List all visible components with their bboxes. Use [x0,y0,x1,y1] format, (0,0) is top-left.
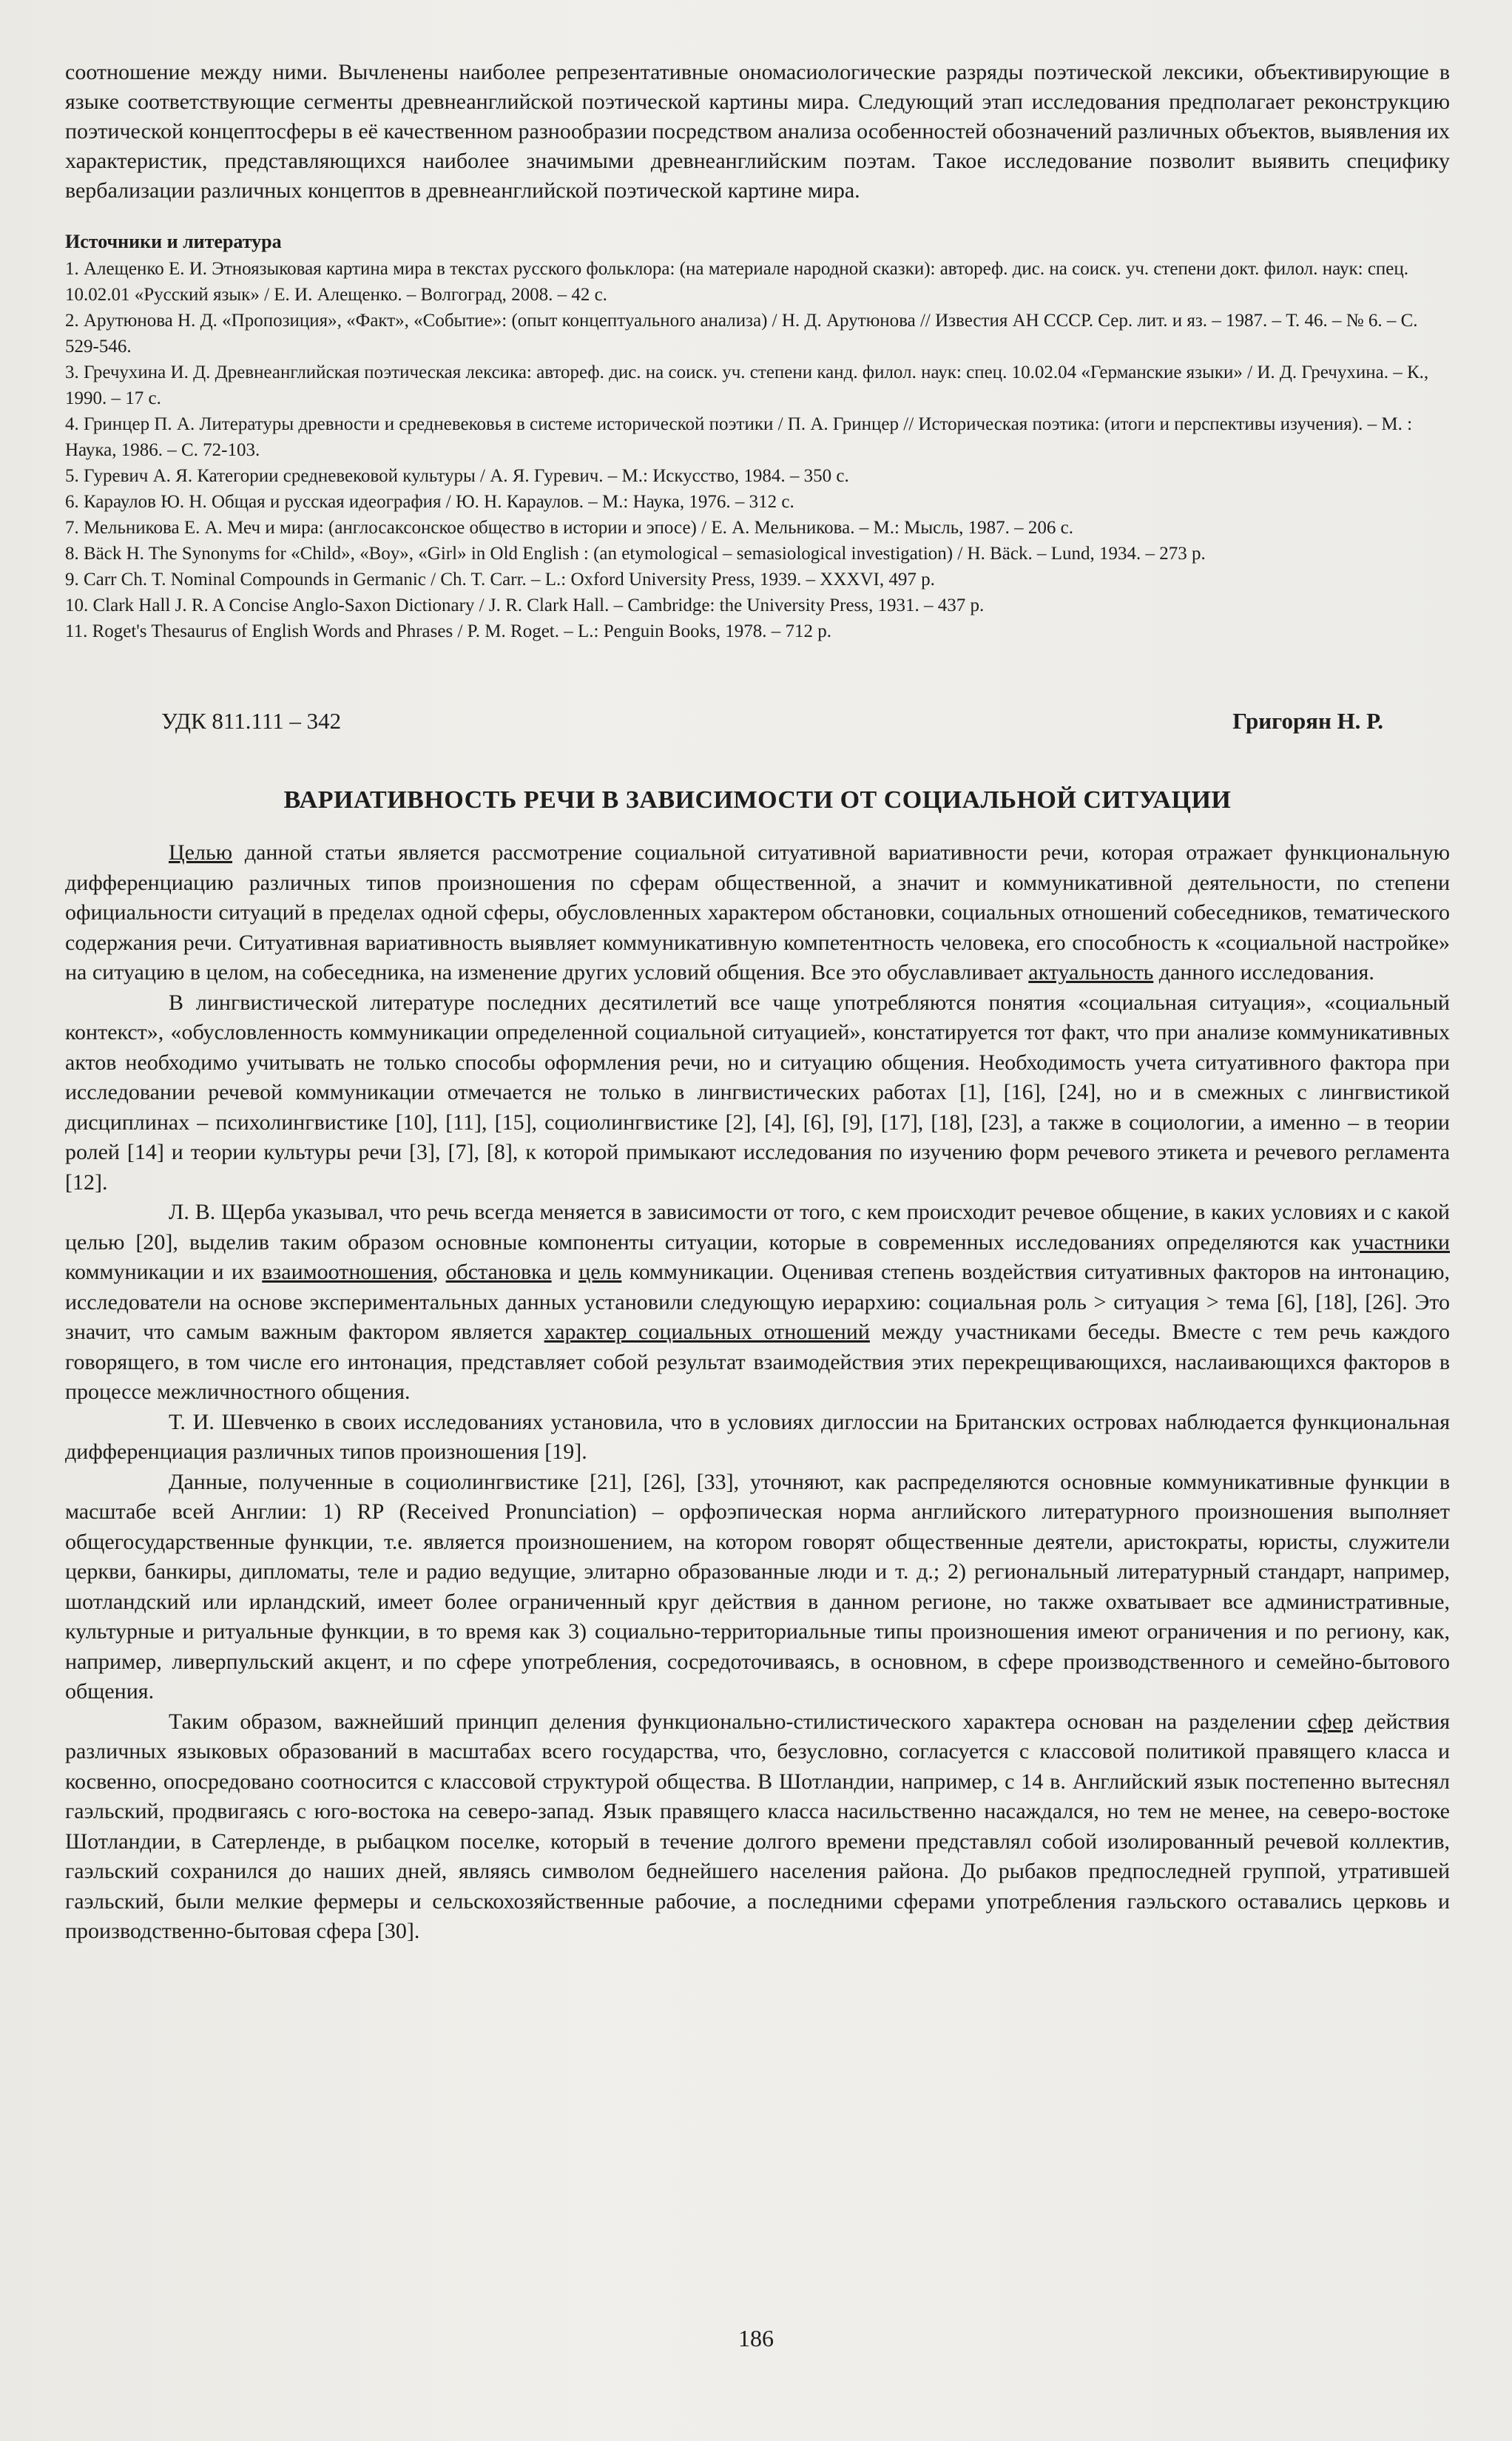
reference-item: 10. Clark Hall J. R. A Concise Anglo-Saxon Dictionary / J. R. Clark Hall. – Cambridge: the University Press, 1931. – 437 p. [65,595,985,615]
underlined-term: обстановка [445,1260,552,1284]
intro-paragraph: соотношение между ними. Вычленены наиболее репрезентативные ономасиологические разряды поэтической лексики, объективирующие в языке соответствующие сегменты древнеанглийской поэтической картины мира. Следующий этап исследования предполагает реконструкцию поэтической концептосферы в её качественном разнообразии посредством анализа особенностей обозначений различных объектов, выявления их характеристик, представляющихся наиболее значимыми древнеанглийским поэтам. Такое исследование позволит выявить специфику вербализации различных концептов в древнеанглийской поэтической картине мира. [65,60,1450,203]
paragraph-text: коммуникации. Оценивая степень воздействия ситуативных факторов на интонацию, исследователи на основе экспериментальных данных установили следующую иерархию: социальная роль > ситуация > тема [6], [18], [26]. Это значит, что самым важным фактором является [65,1260,1450,1344]
underlined-term: цель [578,1260,622,1284]
article-title: ВАРИАТИВНОСТЬ РЕЧИ В ЗАВИСИМОСТИ ОТ СОЦИАЛЬНОЙ СИТУАЦИИ [283,786,1232,814]
reference-item: 3. Гречухина И. Д. Древнеанглийская поэтическая лексика: автореф. дис. на соиск. уч. степени канд. филол. наук: спец. 10.02.04 «Германские языки» / И. Д. Гречухина. – К., 1990. – 17 с. [65,362,1429,408]
underlined-term: взаимоотношения [262,1260,433,1284]
previous-article-conclusion [65,58,1450,206]
paragraph-text: и [551,1260,579,1284]
underlined-term: участники [1351,1229,1450,1255]
paragraph-6 [65,1707,1450,1947]
reference-item: 5. Гуревич А. Я. Категории средневековой культуры / А. Я. Гуревич. – М.: Искусство, 1984. – 350 с. [65,466,849,486]
paragraph-3 [65,1198,1450,1408]
reference-item: 2. Арутюнова Н. Д. «Пропозиция», «Факт», «Событие»: (опыт концептуального анализа) / Н. Д. Арутюнова // Известия АН СССР. Сер. лит. и яз. – 1987. – Т. 46. – № 6. – С. 529-546. [65,311,1418,357]
reference-item: 9. Carr Ch. T. Nominal Compounds in Germanic / Ch. T. Carr. – L.: Oxford University Press, 1939. – XXXVI, 497 p. [65,570,935,590]
paragraph-text: действия различных языковых образований в масштабах всего государства, что, безусловно, согласуется с классовой политикой правящего класса и косвенно, опосредовано соотносится с классовой структурой общества. В Шотландии, например, с 14 в. Английский язык постепенно вытеснял гаэльский, продвигаясь с юго-востока на северо-запад. Язык правящего класса насильственно насаждался, но тем не менее, на северо-востоке Шотландии, в Сатерленде, в рыбацком поселке, который в течение долгого времени представлял собой изолированный речевой коллектив, гаэльский сохранился до наших дней, являясь символом беднейшего населения района. До рыбаков предпоследней группой, утратившей гаэльский, были мелкие фермеры и сельскохозяйственные рабочие, а последними сферами употребления гаэльского оставались церковь и производственно-бытовая сфера [30]. [65,1709,1451,1943]
udk-code: УДК 811.111 – 342 [161,708,342,734]
article-header [65,708,1450,745]
underlined-term: характер социальных отношений [544,1320,870,1344]
paragraph-2: В лингвистической литературе последних десятилетий все чаще употребляются понятия «социальная ситуация», «социальный контекст», «обусловленность коммуникации определенной социальной ситуацией», констатируется тот факт, что при анализе коммуникативных актов необходимо учитывать не только способы оформления речи, но и ситуацию общения. Необходимость учета ситуативного фактора при исследовании речевой коммуникации отмечается не только в лингвистических работах [1], [16], [24], но и в смежных с лингвистикой дисциплинах – психолингвистике [10], [11], [15], социолингвистике [2], [4], [6], [9], [17], [18], [23], а также в социологии, а именно – в теории ролей [14] и теории культуры речи [3], [7], [8], к которой примыкают исследования по изучению форм речевого этикета и речевого регламента [12]. [65,990,1450,1195]
reference-item: 1. Алещенко Е. И. Этноязыковая картина мира в текстах русского фольклора: (на материале народной сказки): автореф. дис. на соиск. уч. степени докт. филол. наук: спец. 10.02.01 «Русский язык» / Е. И. Алещенко. – Волгоград, 2008. – 42 с. [65,259,1409,305]
underlined-term: Целью [169,840,233,865]
underlined-term: сфер [1307,1709,1354,1734]
page-content [65,58,1450,1947]
paragraph-text: данного исследования. [1153,960,1374,985]
reference-item: 4. Гринцер П. А. Литературы древности и средневековья в системе исторической поэтики / П. А. Гринцер // Историческая поэтика: (итоги и перспективы изучения). – М. : Наука, 1986. – С. 72-103. [65,414,1413,460]
author-name: Григорян Н. Р. [1232,708,1383,734]
reference-item: 8. Bäck H. The Synonyms for «Child», «Boy», «Girl» in Old English : (an etymological – semasiological investigation) / H. Bäck. – Lund, 1934. – 273 p. [65,544,1206,564]
page-number: 186 [738,2325,774,2351]
reference-item: 11. Roget's Thesaurus of English Words and Phrases / P. M. Roget. – L.: Penguin Books, 1978. – 712 p. [65,621,832,641]
paragraph-text: между участниками беседы. Вместе с тем речь каждого говорящего, в том числе его интонация, представляет собой результат взаимодействия этих перекрещивающихся, наслаивающихся факторов в процессе межличностного общения. [65,1320,1450,1404]
reference-item: 6. Караулов Ю. Н. Общая и русская идеография / Ю. Н. Караулов. – М.: Наука, 1976. – 312 с. [65,492,794,512]
reference-item: 7. Мельникова Е. А. Меч и мира: (англосаксонское общество в истории и эпосе) / Е. А. Мельникова. – М.: Мысль, 1987. – 206 с. [65,518,1074,538]
paragraph-text: Таким образом, важнейший принцип деления функционально-стилистического характера основан на разделении [169,1709,1308,1734]
paragraph-text: данной статьи является рассмотрение социальной ситуативной вариативности речи, которая отражает функциональную дифференциацию различных типов произношения по сферам общественной, а значит и коммуникативной деятельности, по степени официальности ситуаций в пределах одной сферы, обусловленных характером обстановки, социальных отношений собеседников, тематического содержания речи. Ситуативная вариативность выявляет коммуникативную компетентность человека, его способность к «социальной настройке» на ситуацию в целом, на собеседника, на изменение других условий общения. Все это обуславливает [65,840,1450,985]
paragraph-text: коммуникации и их [65,1260,263,1284]
sources-title: Источники и литература [65,231,282,252]
sources-section [65,231,1450,644]
paragraph-1 [65,838,1450,988]
references-list [65,256,1450,644]
paragraph-4: Т. И. Шевченко в своих исследованиях установила, что в условиях диглоссии на Британских островах наблюдается функциональная дифференциация различных типов произношения [19]. [65,1409,1450,1464]
paragraph-5: Данные, полученные в социолингвистике [21], [26], [33], уточняют, как распределяются основные коммуникативные функции в масштабе всей Англии: 1) RP (Received Pronunciation) – орфоэпическая норма английского литературного произношения выполняет общегосударственные функции, т.е. является произношением, на котором говорят общественные деятели, аристократы, юристы, служители церкви, банкиры, дипломаты, теле и радио ведущие, элитарно образованные люди и т. д.; 2) региональный литературный стандарт, например, шотландский или ирландский, имеет более ограниченный круг действия в данном регионе, но также охватывает все административные, культурные и ритуальные функции, в то время как 3) социально-территориальные типы произношения имеют ограничения и по региону, как, например, ливерпульский акцент, и по сфере употребления, сосредоточиваясь, в основном, в сфере производственного и семейно-бытового общения. [65,1469,1450,1704]
article-body [65,838,1450,1947]
paragraph-text: , [432,1260,446,1284]
underlined-term: актуальность [1028,960,1154,985]
paragraph-text: Л. В. Щерба указывал, что речь всегда меняется в зависимости от того, с кем происходит речевое общение, в каких условиях и с какой целью [20], выделив таким образом основные компоненты ситуации, которые в современных исследованиях определяются как [65,1200,1450,1255]
